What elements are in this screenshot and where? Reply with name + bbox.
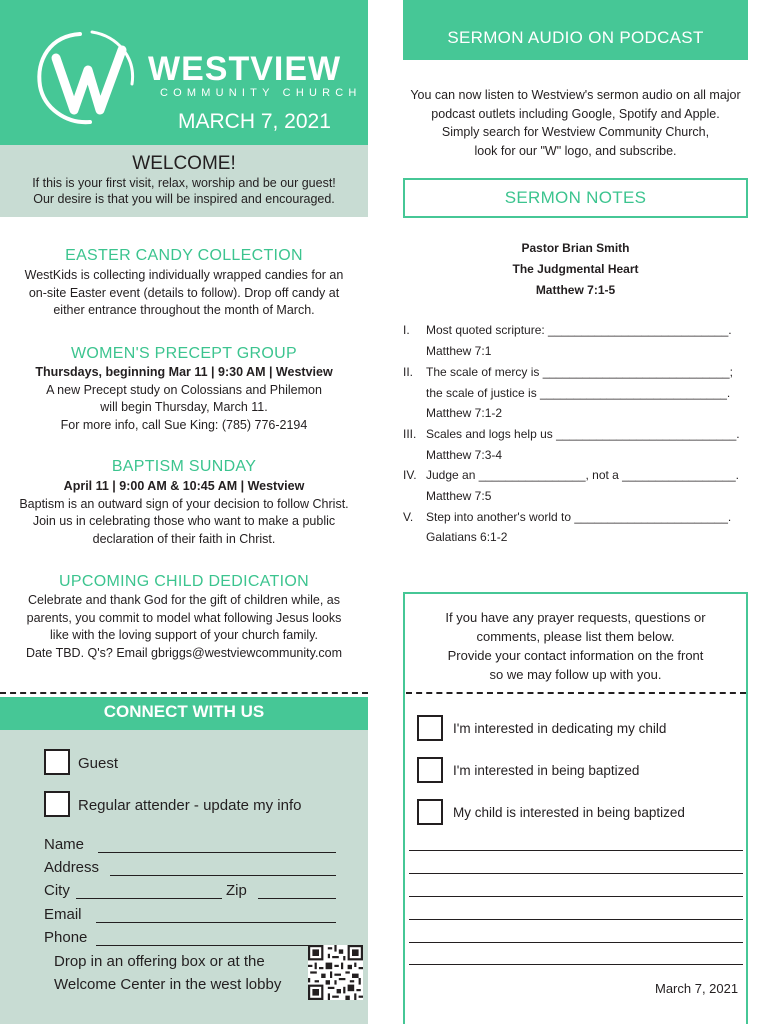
pastor-name: Pastor Brian Smith — [521, 241, 630, 255]
baptism-title: BAPTISM SUNDAY — [111, 458, 257, 475]
prayer-line: so we may follow up with you. — [489, 667, 662, 682]
baptized-checkbox[interactable] — [417, 757, 443, 783]
point-number: V. — [403, 510, 414, 524]
point-text-continued[interactable]: the scale of justice is ____________________________. — [426, 386, 731, 400]
cut-line — [406, 692, 746, 694]
point-text[interactable]: Judge an ________________, not a _________________. — [426, 468, 739, 482]
phone-label: Phone — [44, 929, 88, 946]
email-field[interactable] — [96, 922, 336, 923]
qr-code-icon[interactable] — [308, 945, 363, 1000]
dedication-line: like with the loving support of your church family. — [50, 628, 318, 642]
point-reference: Matthew 7:3-4 — [426, 448, 503, 462]
prayer-request-line[interactable] — [409, 942, 743, 943]
point-reference: Galatians 6:1-2 — [426, 530, 508, 544]
regular-attender-checkbox[interactable] — [44, 791, 70, 817]
sermon-notes-title: SERMON NOTES — [504, 188, 647, 207]
zip-label: Zip — [226, 882, 247, 899]
address-field[interactable] — [110, 875, 336, 876]
name-label: Name — [44, 836, 85, 853]
email-label: Email — [44, 906, 82, 923]
baptism-line: Baptism is an outward sign of your decision to follow Christ. — [19, 496, 349, 511]
drop-off-instructions — [54, 950, 281, 996]
baptized-label: I'm interested in being baptized — [453, 763, 640, 778]
baptism-body — [0, 478, 368, 548]
westview-logo-icon — [30, 28, 142, 128]
prayer-line: If you have any prayer requests, questions or — [445, 610, 706, 625]
prayer-request-line[interactable] — [409, 896, 743, 897]
sermon-scripture: Matthew 7:1-5 — [535, 283, 616, 297]
precept-schedule: Thursdays, beginning Mar 11 | 9:30 AM | Westview — [35, 365, 333, 379]
dedication-line: parents, you commit to model what following Jesus looks — [26, 610, 342, 625]
child-baptized-label: My child is interested in being baptized — [453, 805, 685, 820]
easter-line: either entrance throughout the month of March. — [53, 303, 315, 317]
podcast-title: SERMON AUDIO ON PODCAST — [447, 28, 704, 47]
welcome-section — [0, 145, 368, 217]
point-reference: Matthew 7:1 — [426, 344, 492, 358]
point-text[interactable]: Scales and logs help us ___________________________. — [426, 427, 740, 441]
point-reference: Matthew 7:5 — [426, 489, 492, 503]
easter-body — [0, 267, 368, 320]
dedication-line: Date TBD. Q's? Email gbriggs@westviewcommunity.com — [25, 645, 343, 660]
point-number: I. — [403, 323, 410, 337]
precept-title: WOMEN'S PRECEPT GROUP — [71, 345, 297, 362]
dedication-line: Celebrate and thank God for the gift of children while, as — [28, 593, 340, 607]
prayer-line: Provide your contact information on the front — [447, 648, 704, 663]
drop-line: Welcome Center in the west lobby — [54, 976, 282, 993]
city-label: City — [44, 882, 70, 899]
point-text[interactable]: Most quoted scripture: ___________________________. — [426, 323, 732, 337]
baptism-schedule: April 11 | 9:00 AM & 10:45 AM | Westview — [63, 479, 305, 493]
prayer-request-line[interactable] — [409, 850, 743, 851]
footer-date: March 7, 2021 — [655, 981, 739, 996]
name-field[interactable] — [98, 852, 336, 853]
zip-field[interactable] — [258, 898, 336, 899]
prayer-instructions — [403, 608, 748, 684]
bulletin-date: MARCH 7, 2021 — [178, 110, 331, 133]
point-number: III. — [403, 427, 417, 441]
sermon-info — [403, 238, 748, 301]
podcast-line: Simply search for Westview Community Church, — [441, 125, 710, 139]
prayer-request-line[interactable] — [409, 964, 743, 965]
address-label: Address — [44, 859, 100, 876]
prayer-request-line[interactable] — [409, 873, 743, 874]
welcome-line: If this is your first visit, relax, worship and be our guest! — [32, 176, 336, 190]
regular-attender-label: Regular attender - update my info — [78, 797, 302, 814]
sermon-title: The Judgmental Heart — [512, 262, 639, 276]
easter-title: EASTER CANDY COLLECTION — [65, 247, 303, 264]
dedicate-child-checkbox[interactable] — [417, 715, 443, 741]
point-reference: Matthew 7:1-2 — [426, 406, 503, 420]
welcome-line: Our desire is that you will be inspired and encouraged. — [33, 192, 335, 206]
dedication-body — [0, 592, 368, 662]
guest-label: Guest — [78, 755, 119, 772]
phone-field[interactable] — [96, 945, 336, 946]
point-number: II. — [403, 365, 414, 379]
drop-line: Drop in an offering box or at the — [54, 953, 265, 970]
point-text[interactable]: The scale of mercy is ____________________________; — [426, 365, 733, 379]
podcast-line: podcast outlets including Google, Spotify and Apple. — [431, 106, 720, 121]
child-baptized-checkbox[interactable] — [417, 799, 443, 825]
easter-line: on-site Easter event (details to follow). Drop off candy at — [28, 285, 340, 300]
prayer-line: comments, please list them below. — [476, 629, 675, 644]
point-number: IV. — [403, 468, 417, 482]
precept-line: For more info, call Sue King: (785) 776-2194 — [60, 417, 308, 432]
podcast-body — [403, 86, 748, 160]
church-name: WESTVIEW — [148, 50, 342, 88]
city-field[interactable] — [76, 898, 222, 899]
guest-checkbox[interactable] — [44, 749, 70, 775]
podcast-line: look for our "W" logo, and subscribe. — [474, 143, 677, 158]
baptism-line: declaration of their faith in Christ. — [92, 531, 276, 546]
church-subtitle: COMMUNITY CHURCH — [160, 87, 362, 99]
connect-title: CONNECT WITH US — [103, 702, 265, 721]
cut-line — [0, 692, 368, 694]
prayer-request-line[interactable] — [409, 919, 743, 920]
easter-line: WestKids is collecting individually wrapped candies for an — [24, 268, 344, 282]
precept-line: A new Precept study on Colossians and Philemon — [46, 382, 322, 397]
point-text[interactable]: Step into another's world to _______________________. — [426, 510, 732, 524]
welcome-title: WELCOME! — [132, 153, 236, 174]
precept-body — [0, 364, 368, 434]
podcast-line: You can now listen to Westview's sermon audio on all major — [410, 88, 741, 102]
dedicate-child-label: I'm interested in dedicating my child — [453, 721, 667, 736]
baptism-line: Join us in celebrating those who want to make a public — [32, 514, 336, 528]
dedication-title: UPCOMING CHILD DEDICATION — [59, 573, 309, 590]
precept-line: will begin Thursday, March 11. — [100, 400, 268, 414]
